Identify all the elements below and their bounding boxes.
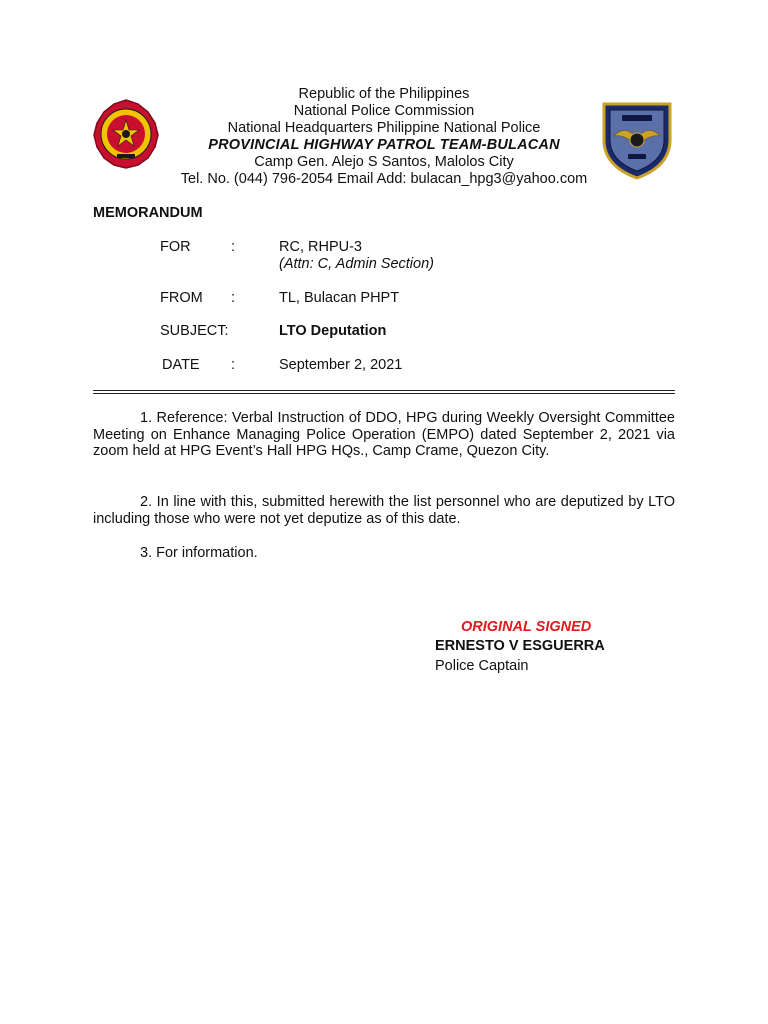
memo-title: MEMORANDUM bbox=[93, 205, 203, 221]
paragraph-2 bbox=[93, 494, 675, 527]
header-headquarters: National Headquarters Philippine National Police bbox=[227, 120, 541, 136]
for-value: RC, RHPU-3 bbox=[279, 239, 362, 255]
signatory-name: ERNESTO V ESGUERRA bbox=[435, 638, 605, 654]
divider-bottom bbox=[93, 393, 675, 394]
attn-line: (Attn: C, Admin Section) bbox=[279, 256, 434, 272]
paragraph-3-text: 3. For information. bbox=[140, 545, 258, 561]
header-address: Camp Gen. Alejo S Santos, Malolos City bbox=[254, 154, 514, 170]
header-republic: Republic of the Philippines bbox=[298, 86, 470, 102]
from-value: TL, Bulacan PHPT bbox=[279, 290, 400, 306]
date-label: DATE bbox=[162, 357, 200, 373]
divider-top bbox=[93, 390, 675, 391]
for-label: FOR bbox=[160, 239, 191, 255]
original-signed-stamp: ORIGINAL SIGNED bbox=[461, 619, 592, 635]
subject-value: LTO Deputation bbox=[279, 323, 387, 339]
date-colon: : bbox=[231, 357, 236, 373]
header-commission: National Police Commission bbox=[293, 103, 475, 119]
paragraph-2-text: 2. In line with this, submitted herewith the list personnel who are deputized by LTO including those who were not yet deputize as of this date. bbox=[93, 494, 675, 527]
from-label: FROM bbox=[160, 290, 203, 306]
subject-label: SUBJECT: bbox=[160, 323, 229, 339]
from-colon: : bbox=[231, 290, 236, 306]
for-colon: : bbox=[231, 239, 236, 255]
paragraph-1-text: 1. Reference: Verbal Instruction of DDO, HPG during Weekly Oversight Committee Meeting on Enhance Managing Police Operation (EMPO) dated September 2, 2021 via zoom held at HPG Event’s Hall HPG HQs., Camp Crame, Quezon City. bbox=[93, 410, 675, 459]
date-value: September 2, 2021 bbox=[279, 357, 403, 373]
header-unit-name: PROVINCIAL HIGHWAY PATROL TEAM-BULACAN bbox=[208, 137, 560, 153]
paragraph-3 bbox=[93, 545, 675, 562]
signatory-rank: Police Captain bbox=[435, 658, 529, 674]
paragraph-1 bbox=[93, 410, 675, 460]
header-contact: Tel. No. (044) 796-2054 Email Add: bulacan_hpg3@yahoo.com bbox=[180, 171, 588, 187]
letterhead bbox=[0, 86, 768, 188]
